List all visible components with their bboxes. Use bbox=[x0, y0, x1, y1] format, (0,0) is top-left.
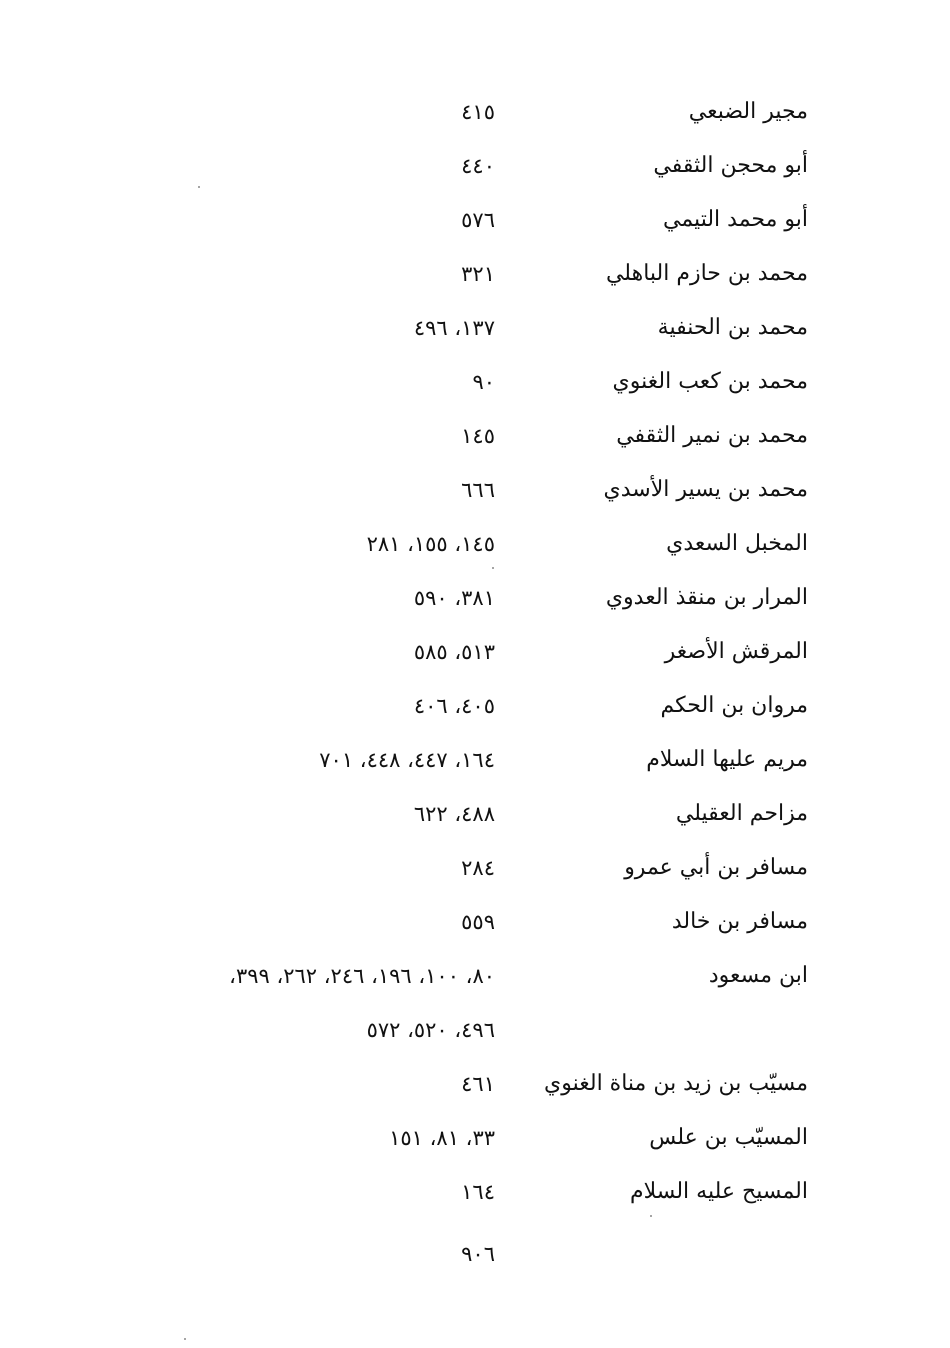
entry-pages: ١٦٤ bbox=[461, 1180, 495, 1204]
entry-pages: ١٤٥ bbox=[461, 424, 495, 448]
entry-pages: ١٤٥، ١٥٥، ٢٨١ bbox=[366, 532, 495, 556]
index-entry bbox=[0, 88, 950, 142]
entry-pages: ٤٠٥، ٤٠٦ bbox=[413, 694, 495, 718]
entry-name: محمد بن الحنفية bbox=[657, 315, 808, 340]
entry-pages: ١٣٧، ٤٩٦ bbox=[413, 316, 495, 340]
index-entry bbox=[0, 736, 950, 790]
index-entry bbox=[0, 844, 950, 898]
index-entry bbox=[0, 1114, 950, 1168]
entry-name: المخبل السعدي bbox=[666, 531, 808, 556]
entry-name: مسافر بن خالد bbox=[671, 909, 808, 934]
entry-pages: ٤١٥ bbox=[461, 100, 495, 124]
entry-name: المرقش الأصغر bbox=[664, 639, 808, 664]
index-entry bbox=[0, 358, 950, 412]
entry-name: مجير الضبعي bbox=[688, 99, 808, 124]
index-entry-continuation bbox=[0, 1006, 950, 1060]
entry-name: مسيّب بن زيد بن مناة الغنوي bbox=[544, 1071, 808, 1096]
entry-name: مريم عليها السلام bbox=[646, 747, 808, 772]
index-entry bbox=[0, 1168, 950, 1222]
scan-speck bbox=[184, 1338, 186, 1340]
index-entry bbox=[0, 574, 950, 628]
entry-pages: ٤٩٦، ٥٢٠، ٥٧٢ bbox=[366, 1018, 495, 1042]
entry-pages: ٨٠، ١٠٠، ١٩٦، ٢٤٦، ٢٦٢، ٣٩٩، bbox=[229, 964, 495, 988]
entry-name: أبو محجن الثقفي bbox=[653, 153, 808, 178]
index-entry bbox=[0, 412, 950, 466]
entry-pages: ٥٧٦ bbox=[461, 208, 495, 232]
index-entry bbox=[0, 952, 950, 1006]
index-entry bbox=[0, 898, 950, 952]
entry-name: محمد بن يسير الأسدي bbox=[603, 477, 808, 502]
scan-speck bbox=[650, 1215, 652, 1217]
entry-name: المسيّب بن علس bbox=[649, 1125, 808, 1150]
entry-pages: ٥٥٩ bbox=[461, 910, 495, 934]
entry-pages: ٦٦٦ bbox=[461, 478, 495, 502]
entry-pages: ٤٦١ bbox=[461, 1072, 495, 1096]
entry-name: مروان بن الحكم bbox=[660, 693, 808, 718]
entry-pages: ٢٨٤ bbox=[461, 856, 495, 880]
index-entry bbox=[0, 304, 950, 358]
entry-name: المرار بن منقذ العدوي bbox=[605, 585, 808, 610]
entry-name: المسيح عليه السلام bbox=[629, 1179, 808, 1204]
entry-name: محمد بن كعب الغنوي bbox=[612, 369, 808, 394]
entry-pages: ٩٠ bbox=[472, 370, 495, 394]
index-entry bbox=[0, 196, 950, 250]
entry-name: مسافر بن أبي عمرو bbox=[624, 855, 808, 880]
entry-name: ابن مسعود bbox=[708, 963, 808, 988]
entry-name: مزاحم العقيلي bbox=[675, 801, 808, 826]
entry-pages: ٣٨١، ٥٩٠ bbox=[413, 586, 495, 610]
scan-speck bbox=[492, 567, 494, 569]
entry-pages: ٤٤٠ bbox=[461, 154, 495, 178]
entry-pages: ٥١٣، ٥٨٥ bbox=[413, 640, 495, 664]
entry-pages: ٣٢١ bbox=[461, 262, 495, 286]
entry-name: محمد بن نمير الثقفي bbox=[616, 423, 808, 448]
index-entry bbox=[0, 250, 950, 304]
entry-name: أبو محمد التيمي bbox=[663, 207, 808, 232]
index-entry bbox=[0, 142, 950, 196]
scan-speck bbox=[198, 186, 200, 188]
entry-name: محمد بن حازم الباهلي bbox=[605, 261, 808, 286]
index-entry bbox=[0, 1060, 950, 1114]
index-entry bbox=[0, 466, 950, 520]
entry-pages: ١٦٤، ٤٤٧، ٤٤٨، ٧٠١ bbox=[319, 748, 495, 772]
entry-pages: ٤٨٨، ٦٢٢ bbox=[413, 802, 495, 826]
entry-pages: ٣٣، ٨١، ١٥١ bbox=[389, 1126, 495, 1150]
name-index-list bbox=[0, 88, 950, 1222]
index-entry bbox=[0, 520, 950, 574]
index-entry bbox=[0, 790, 950, 844]
index-entry bbox=[0, 628, 950, 682]
index-entry bbox=[0, 682, 950, 736]
page-number: ٩٠٦ bbox=[461, 1242, 495, 1266]
